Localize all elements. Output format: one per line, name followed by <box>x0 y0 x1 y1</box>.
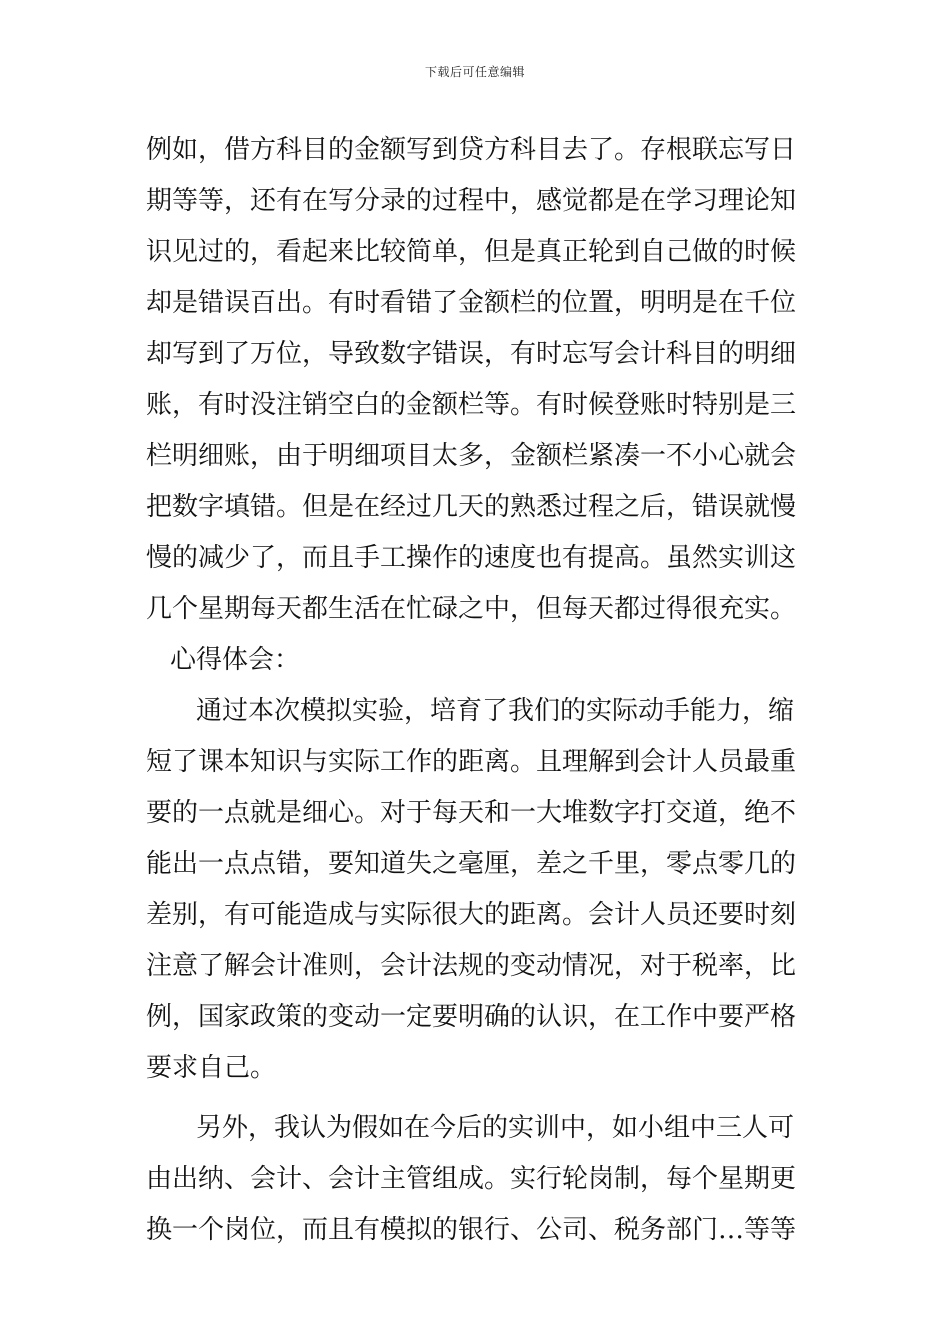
text-line: 例如，借方科目的金额写到贷方科目去了。存根联忘写日 <box>146 135 797 165</box>
text-line: 期等等，还有在写分录的过程中，感觉都是在学习理论知 <box>146 186 797 216</box>
text-line: 差别，有可能造成与实际很大的距离。会计人员还要时刻 <box>146 900 797 930</box>
text-line: 栏明细账，由于明细项目太多，金额栏紧凑一不小心就会 <box>146 441 797 471</box>
text-line: 识见过的，看起来比较简单，但是真正轮到自己做的时候 <box>146 237 797 267</box>
text-line: 却写到了万位，导致数字错误，有时忘写会计科目的明细 <box>146 339 797 369</box>
document-body <box>146 125 806 1256</box>
text-line: 能出一点点错，要知道失之毫厘，差之千里，零点零几的 <box>146 849 797 879</box>
text-line: 另外，我认为假如在今后的实训中，如小组中三人可 <box>196 1113 795 1143</box>
text-line: 慢的减少了，而且手工操作的速度也有提高。虽然实训这 <box>146 543 797 573</box>
text-line: 通过本次模拟实验，培育了我们的实际动手能力，缩 <box>196 696 795 726</box>
text-line: 换一个岗位，而且有模拟的银行、公司、税务部门…等等 <box>146 1215 797 1245</box>
text-line: 要求自己。 <box>146 1053 277 1083</box>
text-line: 短了课本知识与实际工作的距离。且理解到会计人员最重 <box>146 747 797 777</box>
page-header: 下载后可任意编辑 <box>424 65 525 79</box>
text-line: 把数字填错。但是在经过几天的熟悉过程之后，错误就慢 <box>146 492 797 522</box>
text-line: 例，国家政策的变动一定要明确的认识，在工作中要严格 <box>146 1002 797 1032</box>
paragraph-gap <box>146 1094 806 1103</box>
text-line: 几个星期每天都生活在忙碌之中，但每天都过得很充实。 <box>146 594 797 624</box>
text-line: 却是错误百出。有时看错了金额栏的位置，明明是在千位 <box>146 288 797 318</box>
section-heading: 心得体会： <box>170 645 301 675</box>
text-line: 注意了解会计准则，会计法规的变动情况，对于税率，比 <box>146 951 797 981</box>
text-line: 由出纳、会计、会计主管组成。实行轮岗制，每个星期更 <box>146 1164 797 1194</box>
text-line: 要的一点就是细心。对于每天和一大堆数字打交道，绝不 <box>146 798 797 828</box>
text-line: 账，有时没注销空白的金额栏等。有时候登账时特别是三 <box>146 390 797 420</box>
